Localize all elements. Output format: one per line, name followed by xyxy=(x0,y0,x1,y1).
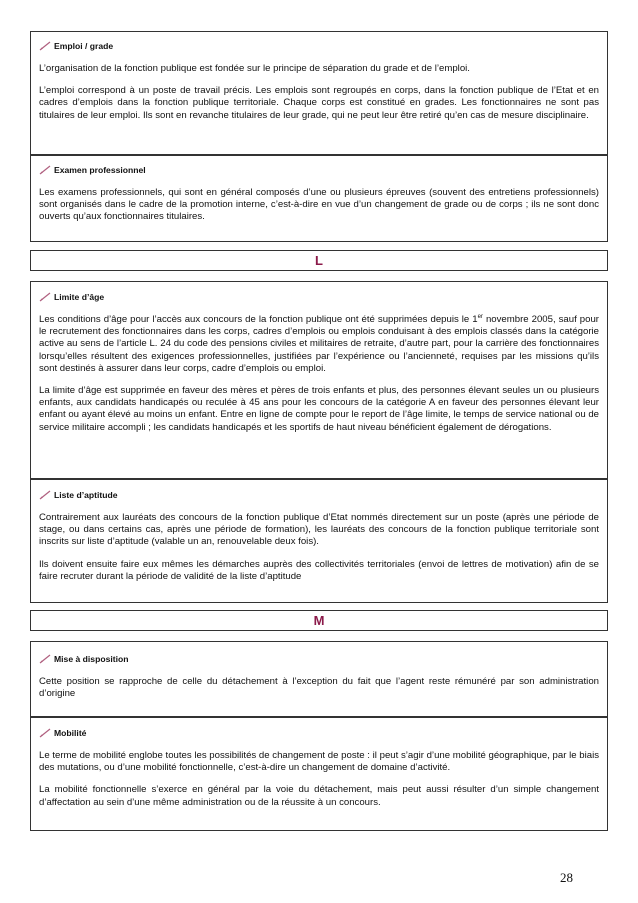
paragraph xyxy=(39,314,599,375)
glossary-box-examen xyxy=(30,155,608,242)
pencil-icon xyxy=(39,165,52,175)
section-header xyxy=(39,728,599,738)
section-mobilite xyxy=(31,718,607,815)
letter-heading-m: M xyxy=(30,610,608,631)
section-title: Mise à disposition xyxy=(54,654,129,664)
page-number: 28 xyxy=(560,870,573,885)
section-title: Emploi / grade xyxy=(54,41,114,51)
pencil-icon xyxy=(39,728,52,738)
superscript: er xyxy=(477,313,483,320)
pencil-icon xyxy=(39,41,52,51)
paragraph: Le terme de mobilité englobe toutes les possibilités de changement de poste : il peut s’agir d’une mobilité géographique, par le biais des mutations, ou d’une mobilité fonctionnelle, c’est-à-dire un changement de domaine d’activité. xyxy=(39,750,599,774)
paragraph: La limite d’âge est supprimée en faveur des mères et pères de trois enfants et plus, des personnes élevant seules un ou plusieurs enfants, aux candidats handicapés ou reculée à 45 ans pour les concours de la catégorie A en faveur des personnes élevant leur enfant ou ayant élevé au moins un enfant. Entre en ligne de compte pour le report de l’âge limite, le temps de service national ou de service militaire accompli ; les candidats handicapés et les sportifs de haut niveau bénéficient également de dérogations. xyxy=(39,385,599,433)
glossary-box-liste xyxy=(30,479,608,603)
section-header xyxy=(39,654,599,664)
section-title: Examen professionnel xyxy=(54,165,146,175)
pencil-icon xyxy=(39,292,52,302)
glossary-box-emploi-examen xyxy=(30,31,608,155)
glossary-box-limite xyxy=(30,281,608,479)
section-emploi-grade xyxy=(31,32,607,128)
section-limite-age xyxy=(31,282,607,440)
paragraph: La mobilité fonctionnelle s’exerce en général par la voie du détachement, mais peut aussi résulter d’un simple changement d’affectation au sein d’une même administration ou de la réussite à un concours. xyxy=(39,784,599,808)
section-header xyxy=(39,165,599,175)
paragraph: Ils doivent ensuite faire eux mêmes les démarches auprès des collectivités territoriales (envoi de lettres de motivation) afin de se faire recruter durant la période de validité de la liste d’aptitude xyxy=(39,558,599,582)
section-liste-aptitude xyxy=(31,480,607,589)
letter-heading-l: L xyxy=(30,250,608,271)
paragraph-text: Les conditions d’âge pour l’accès aux concours de la fonction publique ont été supprimées depuis le 1 xyxy=(39,314,478,325)
glossary-box-mise xyxy=(30,641,608,717)
paragraph: Cette position se rapproche de celle du détachement à l’exception du fait que l’agent reste rémunéré par son administration d’origine xyxy=(39,676,599,700)
section-examen-professionnel xyxy=(31,156,607,230)
paragraph-text: novembre 2005, sauf pour le recrutement des fonctionnaires dans les corps, cadres d’emplois ou emplois conduisant à des emplois classés dans la catégorie active au sens de l’article L. 24 du code des pensions civiles et militaires de retraite, d’autre part, pour la carrière des fonctionnaires lorsqu’elles résultent des exigences professionnelles, justifiées par l’expérience ou l’ancienneté, requises par les missions qu’ils sont destinés à assurer dans leur corps, cadre d’emplois ou emploi. xyxy=(39,314,599,374)
section-mise-disposition xyxy=(31,642,607,706)
section-header xyxy=(39,490,599,500)
paragraph: L’organisation de la fonction publique est fondée sur le principe de séparation du grade et de l’emploi. xyxy=(39,63,470,74)
section-title: Limite d’âge xyxy=(54,292,105,302)
section-title: Liste d’aptitude xyxy=(54,490,118,500)
glossary-box-mobilite xyxy=(30,717,608,831)
paragraph: L’emploi correspond à un poste de travail précis. Les emplois sont regroupés en corps, dans la fonction publique de l’Etat et en cadres d’emplois dans la fonction publique territoriale. Chaque corps est constitué en grades. Les fonctionnaires ne sont pas titulaires de leur emploi. Ils sont en revanche titulaires de leur grade, qui ne peut leur être retiré qu’en cas de mesure disciplinaire. xyxy=(39,85,599,121)
pencil-icon xyxy=(39,490,52,500)
section-title: Mobilité xyxy=(54,728,87,738)
pencil-icon xyxy=(39,654,52,664)
section-header xyxy=(39,292,599,302)
paragraph: Contrairement aux lauréats des concours de la fonction publique d’Etat nommés directement sur un poste (après une période de stage, ou dans certains cas, après une période de formation), les lauréats des concours de la fonction publique territoriale sont inscrits sur liste d’aptitude (valable un an, renouvelable deux fois). xyxy=(39,512,599,548)
paragraph: Les examens professionnels, qui sont en général composés d’une ou plusieurs épreuves (souvent des entretiens professionnels) sont organisés dans le cadre de la promotion interne, c’est-à-dire en vue d’un changement de grade ou de corps ; ils ne sont donc ouverts qu’aux fonctionnaires titulaires. xyxy=(39,187,599,223)
section-header xyxy=(39,41,599,51)
